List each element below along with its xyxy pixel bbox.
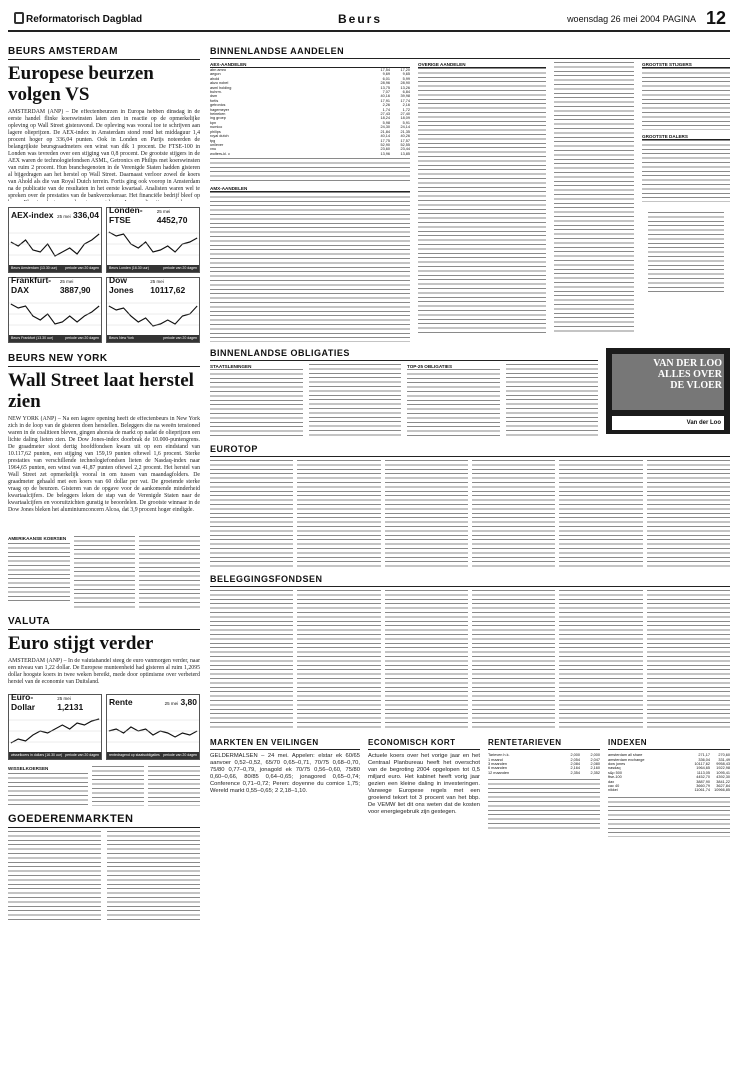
- amerikaanse-koersen-block: [8, 536, 200, 608]
- row-value-a: 10117,62: [694, 761, 710, 766]
- eurotop-title: EUROTOP: [210, 444, 730, 457]
- row-value-b: 9,65: [402, 72, 410, 77]
- wisselkoersen-title: WISSELKOERSEN: [8, 766, 49, 771]
- row-value-a: 2,354: [570, 770, 580, 775]
- table-body: [74, 536, 135, 608]
- goederenmarkten-block: [8, 831, 200, 923]
- story1-headline: Europese beurzen volgen VS: [8, 63, 154, 105]
- row-value-b: 17,74: [400, 98, 410, 103]
- eurotop-block: [210, 460, 730, 568]
- mini-chart-dax: Frankfurt-DAX 25 mei 3887,90 Beurs Frankfurt (13.30 uur) periode van 20 dagen: [8, 277, 102, 343]
- story1-body: AMSTERDAM (ANP) – De effectenbeurzen in Europa hebben dinsdag in de eerste handel flinke koerswinsten laten zien in reactie op de opmerkelijke opleving op Wall Street gisteravond. De opleving was vooral toe te schrijven aan lagere olieprijzen. De AEX-index in Amsterdam stond rond het middaguur 1,4 procent hoger op 336,04 punten. Ook in Londen en Parijs noteerden de belangrijkste beursgraadmeters een winst van dik 1 procent. De FTSE-100 in Londen was tevreden over een stijging van 0,8 procent. De grootste stijgers in de AEX waren de technologiefondsen ASML, Getronics en Philips met koerswinsten van ruim 2 procent. Hun branchegenoten in de Verenigde Staten hadden gisteren al bijgedragen aan het herstel op Wall Street. Daarnaast verloor zowel de koers van Ahold als die van Royal Dutch terrein. Fortis ging ook voorop in Amsterdam na de publicatie van de resultaten in het eerste kwartaal. Analisten waren wel te spreken over de prestaties van de bankverzekeraar. Het financiële bedrijf bleef op: [8, 109, 200, 199]
- row-value-a: 2,164: [570, 766, 580, 771]
- row-value-b: 1,72: [402, 107, 410, 112]
- row-value-a: 21,84: [380, 129, 390, 134]
- amx-table-title: AMX-AANDELEN: [210, 186, 410, 192]
- rente-rows: [488, 753, 600, 775]
- row-label: buhrm.: [210, 90, 222, 95]
- table-body: [418, 68, 546, 336]
- row-value-a: 4452,70: [696, 775, 710, 780]
- mini-chart-value: 25 mei 10117,62: [150, 278, 186, 295]
- row-label: numico: [210, 125, 223, 130]
- story2-headline: Wall Street laat herstel zien: [8, 370, 194, 412]
- mini-chart-name: AEX-index: [11, 209, 54, 220]
- rente-title: RENTETARIEVEN: [488, 738, 600, 750]
- overige-table: [418, 62, 546, 342]
- row-value-b: 27,40: [400, 112, 410, 117]
- ad-headline: VAN DER LOO ALLES OVER DE VLOER: [653, 358, 722, 392]
- indexen-block: [608, 738, 730, 845]
- row-value-b: 17,20: [400, 68, 410, 72]
- mini-chart-name: Frankfurt-DAX: [11, 274, 52, 295]
- staatsleningen-title: STAATSLENINGEN: [210, 364, 252, 370]
- row-value-b: 2,080: [590, 761, 600, 766]
- mini-chart-value: 25 mei 3887,90: [59, 278, 91, 295]
- row-value-a: 336,04: [698, 757, 710, 762]
- table-body: [648, 212, 724, 292]
- economisch-block: [368, 738, 480, 845]
- row-value-a: 11061,74: [694, 788, 710, 793]
- page-number: 12: [705, 8, 726, 28]
- right-column: [210, 46, 730, 845]
- row-value-a: 17,54: [380, 68, 390, 72]
- table-body: [210, 158, 410, 182]
- row-value-a: 23,60: [380, 147, 390, 152]
- mini-chart-value: 25 mei 3,80: [164, 696, 197, 707]
- mini-chart-dow: Dow Jones 25 mei 10117,62 Beurs New York periode van 20 dagen: [106, 277, 200, 343]
- table-body: [210, 192, 410, 342]
- row-value-b: 10966,85: [714, 788, 730, 793]
- row-value-a: 1,74: [382, 107, 390, 112]
- row-label: tpg: [210, 138, 216, 143]
- index-charts-top: [8, 204, 200, 343]
- stijgers-title: GROOTSTE STIJGERS: [642, 62, 730, 68]
- aex-table-rows: [210, 68, 410, 156]
- mini-chart-line: [107, 709, 199, 753]
- overige-table-title: OVERIGE AANDELEN: [418, 62, 546, 68]
- table-row: [488, 771, 600, 775]
- row-label: abn amro: [210, 68, 227, 72]
- table-body: [139, 536, 200, 608]
- goederenmarkten-title: GOEDERENMARKTEN: [8, 813, 200, 828]
- row-value-a: 17,75: [380, 138, 390, 143]
- row-label: hagemeyer: [210, 107, 229, 112]
- aex-table-title: AEX-AANDELEN: [210, 62, 410, 68]
- obligaties-title: BINNENLANDSE OBLIGATIES: [210, 348, 598, 361]
- story3-kicker: VALUTA: [8, 616, 200, 630]
- row-label: 3 maanden: [488, 761, 507, 766]
- table-body: [506, 364, 599, 438]
- rente-block: [488, 738, 600, 845]
- row-value-a: 28,96: [380, 81, 390, 86]
- page-date: woensdag 26 mei 2004 PAGINA: [567, 14, 696, 24]
- row-label: akzo nobel: [210, 81, 229, 86]
- row-value-a: 1113,05: [696, 770, 710, 775]
- table-body: [472, 590, 555, 730]
- overige-table-2: [554, 62, 634, 342]
- row-value-a: 9,69: [382, 72, 390, 77]
- row-label: 12 maanden: [488, 770, 510, 775]
- beleggingsfondsen-block: [210, 590, 730, 730]
- aex-table: [210, 62, 410, 342]
- row-value-b: 5,91: [402, 120, 410, 125]
- row-value-b: 2,000: [590, 753, 600, 758]
- section-title: Beurs: [338, 12, 383, 26]
- stijgers-dalers: [642, 62, 730, 342]
- mini-chart-line: [9, 292, 101, 336]
- table-body: [647, 590, 730, 730]
- markten-block: [210, 738, 360, 845]
- mini-chart-aex: AEX-index 25 mei 336,04 Beurs Amsterdam (13.30 uur) periode van 20 dagen: [8, 207, 102, 273]
- row-value-a: 27,43: [380, 112, 390, 117]
- masthead-bar: [8, 8, 730, 32]
- mini-chart-name: Dow Jones: [109, 274, 134, 295]
- row-value-a: 52,90: [380, 142, 390, 147]
- advertisement-van-der-loo[interactable]: [606, 348, 730, 434]
- table-body: [107, 831, 200, 923]
- row-label: amsterdam exchange: [608, 757, 645, 762]
- valuta-charts: [8, 691, 200, 760]
- row-value-b: 331,49: [718, 757, 730, 762]
- row-value-a: 2,084: [570, 761, 580, 766]
- table-row: [210, 152, 410, 156]
- row-value-b: 9958,43: [716, 761, 730, 766]
- mini-chart-line: [107, 292, 199, 336]
- row-value-b: 40,26: [400, 134, 410, 139]
- economisch-title: ECONOMISCH KORT: [368, 738, 480, 750]
- table-body: [647, 460, 730, 568]
- row-value-a: 40,14: [380, 134, 390, 139]
- row-label: 1 maand: [488, 757, 503, 762]
- row-value-a: 7,07: [382, 90, 390, 95]
- row-value-a: 6,01: [382, 76, 390, 81]
- row-label: amsterdam all share: [608, 753, 643, 758]
- table-row: [608, 788, 730, 792]
- row-label: s&p 500: [608, 770, 622, 775]
- row-value-b: 39,98: [400, 94, 410, 99]
- row-label: fortis: [210, 98, 219, 103]
- table-body: [148, 766, 200, 806]
- row-value-a: 3887,90: [696, 779, 710, 784]
- row-label: ftse-100: [608, 775, 622, 780]
- row-label: asml holding: [210, 85, 232, 90]
- row-value-a: 1964,65: [696, 766, 710, 771]
- table-body: [8, 773, 88, 807]
- wisselkoersen-block: [8, 766, 200, 807]
- markten-title: MARKTEN EN VEILINGEN: [210, 738, 360, 750]
- row-value-b: 6,84: [402, 90, 410, 95]
- row-label: kpn: [210, 120, 217, 125]
- story1-kicker: BEURS AMSTERDAM: [8, 46, 200, 60]
- row-label: ahold: [210, 76, 220, 81]
- top25-title: TOP-25 OBLIGATIES: [407, 364, 453, 370]
- amerikaanse-koersen-title: AMERIKAANSE KOERSEN: [8, 536, 67, 541]
- row-value-b: 1095,41: [716, 770, 730, 775]
- mini-chart-rente: Rente 25 mei 3,80 rentedragend op staatsobligaties periode van 20 dagen: [106, 694, 200, 760]
- row-value-b: 2,16: [402, 103, 410, 108]
- table-body: [297, 590, 380, 730]
- table-body: [210, 590, 293, 730]
- indexen-title: INDEXEN: [608, 738, 730, 750]
- row-label: nikkei: [608, 788, 618, 793]
- publication-name: Reformatorisch Dagblad: [26, 13, 143, 25]
- row-value-b: 18,09: [400, 116, 410, 121]
- table-body: [210, 460, 293, 568]
- row-label: dow jones: [608, 761, 626, 766]
- mini-chart-value: 25 mei 4452,70: [156, 208, 188, 225]
- row-label: Tarieven h.k.: [488, 753, 510, 758]
- row-value-a: 2,26: [382, 103, 390, 108]
- row-value-b: 23,44: [400, 147, 410, 152]
- table-body: [309, 364, 402, 438]
- story3-headline: Euro stijgt verder: [8, 633, 154, 654]
- row-label: unilever: [210, 142, 224, 147]
- row-label: nasdaq: [608, 766, 621, 771]
- table-body: [407, 369, 500, 437]
- row-label: heineken: [210, 112, 226, 117]
- mini-chart-name: Euro-Dollar: [11, 691, 36, 712]
- row-value-a: 18,24: [380, 116, 390, 121]
- table-body: [210, 369, 303, 437]
- table-body: [385, 460, 468, 568]
- table-body: [297, 460, 380, 568]
- row-value-b: 52,55: [400, 142, 410, 147]
- row-value-b: 2,352: [590, 770, 600, 775]
- row-label: dax: [608, 779, 615, 784]
- mini-chart-value: 25 mei 1,2131: [57, 695, 84, 712]
- row-value-a: 271,17: [698, 753, 710, 758]
- dalers-title: GROOTSTE DALERS: [642, 134, 730, 140]
- row-value-a: 13,75: [380, 85, 390, 90]
- row-label: ing groep: [210, 116, 226, 121]
- row-label: getronics: [210, 103, 226, 108]
- table-body: [92, 766, 144, 806]
- ad-brand: Van der Loo: [612, 416, 724, 430]
- table-body: [642, 68, 730, 130]
- table-body: [385, 590, 468, 730]
- mini-chart-name: Londen-FTSE: [109, 204, 143, 225]
- story3-body: AMSTERDAM (ANP) – In de valutahandel steeg de euro vanmorgen verder, naar een niveau van 1,22 dollar. De Europese munteenheid had gisteren al ruim 1,2095 dollar hoogste koers in twee weken bereikt, mede door optimisme over verbeterd herstel van de economie van Duitsland.: [8, 658, 200, 685]
- row-label: aegon: [210, 72, 221, 77]
- row-value-b: 1922,98: [716, 766, 730, 771]
- bottom-row: [210, 738, 730, 845]
- table-body: [8, 543, 70, 603]
- table-body: [608, 797, 730, 837]
- table-body: [554, 62, 634, 332]
- table-body: [559, 590, 642, 730]
- binnenlandse-aandelen-title: BINNENLANDSE AANDELEN: [210, 46, 730, 59]
- story2-kicker: BEURS NEW YORK: [8, 353, 200, 367]
- row-value-b: 13,85: [400, 151, 410, 156]
- row-value-a: 2,000: [570, 753, 580, 758]
- row-label: philips: [210, 129, 221, 134]
- row-value-a: 24,30: [380, 125, 390, 130]
- table-body: [8, 831, 101, 923]
- mini-chart-line: [9, 222, 101, 266]
- mini-chart-name: Rente: [109, 696, 133, 707]
- row-value-b: 17,57: [400, 138, 410, 143]
- mini-chart-value: 25 mei 336,04: [57, 209, 99, 220]
- left-column: [8, 46, 200, 923]
- row-value-a: 5,98: [382, 120, 390, 125]
- aandelen-block: [210, 62, 730, 342]
- row-value-b: 4392,30: [716, 775, 730, 780]
- index-rows: [608, 753, 730, 793]
- beleggingsfondsen-title: BELEGGINGSFONDSEN: [210, 574, 730, 587]
- obligaties-row: [210, 348, 730, 438]
- story2-body: NEW YORK (ANP) – Na een lagere opening heeft de effectenbeurs in New York zich in de loop van de gisteren doen herstellen. Beleggers die na weeën tensioned waren in de coalitieen bleven, gingen ahorsia de markt op nadat de olieprijzen een lichte daling lieten zien. De Dow Jones-index doorbrak de 10.000-puntengrens. De graadmeter sloot dertig hoofdfondsen kwam uit op een eindstand van 10.117,62 punten, een stijging van 159,19 punten oftewel 1,6 procent. Sterke prestaties van verschillende technologiefondsen lieten de Nasdaq-index naar 1964,65 punten, een winst van 41,87 punten oftewel 2,2 procent. Het herstel van Wall Street zet opmerkelijk vooral in om tussen van maandagfolders. De graadmeter gehaald met een koers van 60 dollar per vat. De groeiende sterke vraag op de beurzen. Gisteren van de opgave voor de aankomende minderheid kwartaalcijfers. De beleggers leken de stap van de Verenigde Staten naar de kwartaalcijfers en vooruitzichten gunstig te beoordelen. De grootste winnaar in de Dow Jones bleken het aluminiumconcern Alcoa, dat 3,9 procent hoger eindigde.: [8, 416, 200, 513]
- row-label: wolters-kl. c: [210, 151, 231, 156]
- row-value-b: 13,26: [400, 85, 410, 90]
- row-value-a: 40,16: [380, 94, 390, 99]
- row-value-b: 5,99: [402, 76, 410, 81]
- row-value-a: 2,054: [570, 757, 580, 762]
- row-value-a: 13,96: [380, 151, 390, 156]
- row-label: vnu: [210, 147, 217, 152]
- mini-chart-line: [9, 709, 101, 753]
- row-value-a: 3660,79: [696, 783, 710, 788]
- mini-chart-line: [107, 222, 199, 266]
- row-value-a: 17,91: [380, 98, 390, 103]
- row-value-b: 2,160: [590, 766, 600, 771]
- table-body: [472, 460, 555, 568]
- table-body: [642, 140, 730, 202]
- table-body: [559, 460, 642, 568]
- row-value-b: 28,90: [400, 81, 410, 86]
- economisch-text: Actuele koers over het vorige jaar en het Centraal Planbureau heeft het overschot van de begroting 2004 opgelopen tot 0,5 miljard euro. Het kabinet heeft vorig jaar gezien een kleine daling in investeringen. Vanwege Europese regels met een groeiend tekort tot 3 procent van het bbp. De VEMW liet dit ons weten dat de kosten voor energiegebruik zijn gestegen.: [368, 753, 480, 816]
- row-label: 6 maanden: [488, 766, 507, 771]
- mini-chart-ftse: Londen-FTSE 25 mei 4452,70 Beurs Londen (16.30 uur) periode van 20 dagen: [106, 207, 200, 273]
- publication-logo-icon: [14, 12, 24, 24]
- row-label: royal dutch: [210, 134, 229, 139]
- table-body: [488, 779, 600, 829]
- row-value-b: 3841,22: [716, 779, 730, 784]
- row-value-b: 2,047: [590, 757, 600, 762]
- row-value-b: 24,14: [400, 125, 410, 130]
- row-label: dsm: [210, 94, 218, 99]
- row-value-b: 21,35: [400, 129, 410, 134]
- row-label: cac 40: [608, 783, 620, 788]
- markten-text: GELDERMALSEN – 24 mei. Appelen: elstar ek 60/65 aanvoer 0,52–0,52, 65/70 0,65–0,71, 70/75 0,68–0,70, 75/80 0,77–0,79, jonagold ek 70/75 0,56–0,60, 75/80 0,60–0,66, 80/85 0,64–0,65; jonagored 0,65–0,74; Conference 0,71–0,72; Peren: doyenne du comice 1,75; Wereld markt 0,55–0,65; 2 2,18–1,10.: [210, 753, 360, 795]
- row-value-b: 3627,84: [716, 783, 730, 788]
- mini-chart-euro-dollar: Euro-Dollar 25 mei 1,2131 wisselkoers in dollars (16.30 uur) periode van 20 dagen: [8, 694, 102, 760]
- row-value-b: 270,60: [718, 753, 730, 758]
